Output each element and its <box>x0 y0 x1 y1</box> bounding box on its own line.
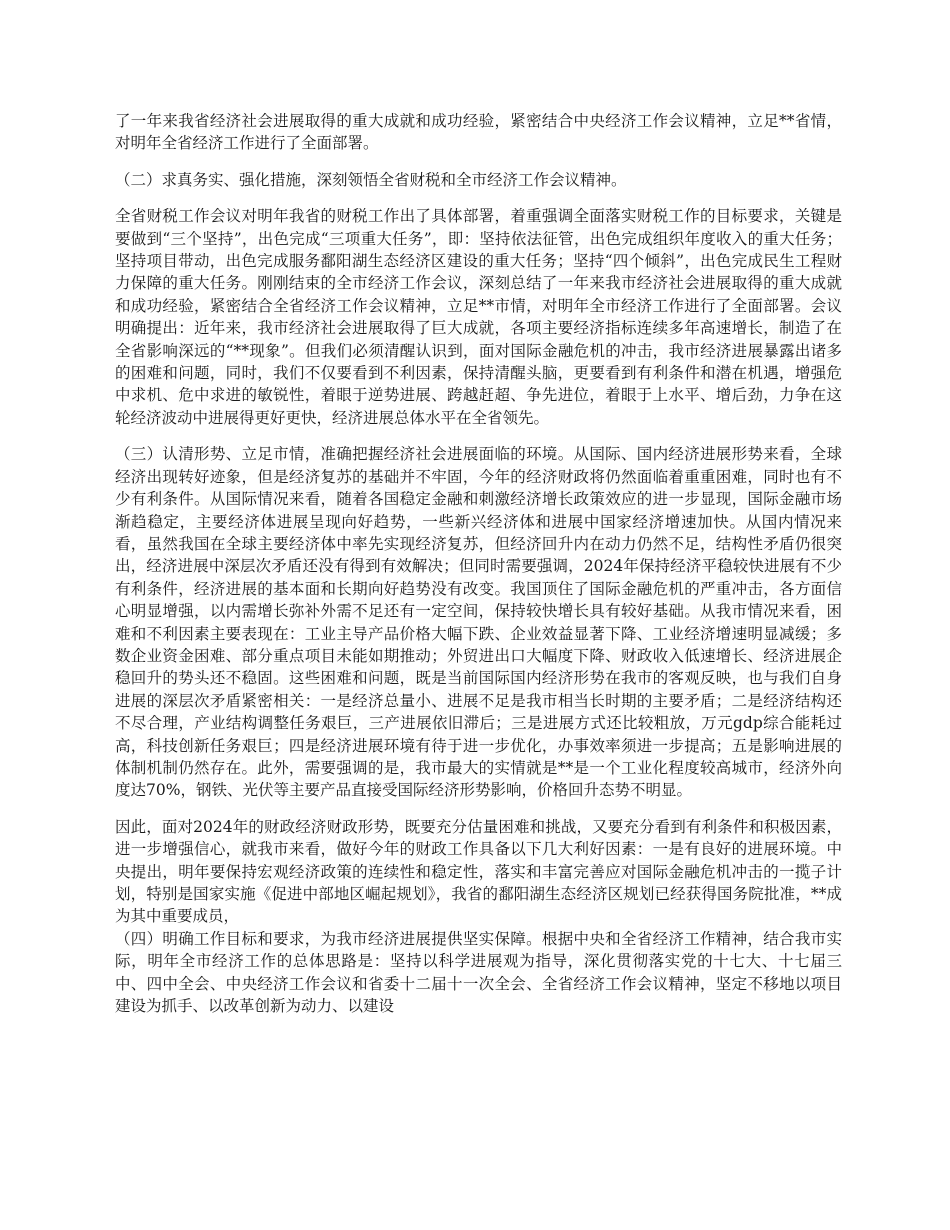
section-heading-2: （二）求真务实、强化措施，深刻领悟全省财税和全市经济工作会议精神。 <box>115 170 627 189</box>
paragraph-section-3: （三）认清形势、立足市情，准确把握经济社会进展面临的环境。从国际、国内经济进展形势来看，全球经济出现转好迹象，但是经济复苏的基础并不牢固，今年的经济财政将仍然面临着重重困难，同时也有不少有利条件。从国际情况来看，随着各国稳定金融和刺激经济增长政策效应的进一步显现，国际金融市场渐趋稳定，主要经济体进展呈现向好趋势，一些新兴经济体和进展中国家经济增速加快。从国内情况来看，虽然我国在全球主要经济体中率先实现经济复苏，但经济回升内在动力仍然不足，结构性矛盾仍很突出，经济进展中深层次矛盾还没有得到有效解决；但同时需要强调，2024年保持经济平稳较快进展有不少有利条件，经济进展的基本面和长期向好趋势没有改变。我国顶住了国际金融危机的严重冲击，各方面信心明显增强，以内需增长弥补外需不足还有一定空间，保持较快增长具有较好基础。从我市情况来看，困难和不利因素主要表现在：工业主导产品价格大幅下跌、企业效益显著下降、工业经济增速明显减缓；多数企业资金困难、部分重点项目未能如期推动；外贸进出口大幅度下降、财政收入低速增长、经济进展企稳回升的势头还不稳固。这些困难和问题，既是当前国际国内经济形势在我市的客观反映，也与我们自身进展的深层次矛盾紧密相关：一是经济总量小、进展不足是我市相当长时期的主要矛盾；二是经济结构还不尽合理，产业结构调整任务艰巨，三产进展依旧滞后；三是进展方式还比较粗放，万元gdp综合能耗过高，科技创新任务艰巨；四是经济进展环境有待于进一步优化，办事效率须进一步提高；五是影响进展的体制机制仍然存在。此外，需要强调的是，我市最大的实情就是**是一个工业化程度较高城市，经济外向度达70%，钢铁、光伏等主要产品直接受国际经济形势影响，价格回升态势不明显。 <box>115 445 842 800</box>
document-body <box>115 110 842 1031</box>
paragraph-favorable-factors: 因此，面对2024年的财政经济财政形势，既要充分估量困难和挑战，又要充分看到有利条件和积极因素，进一步增强信心，就我市来看，做好今年的财政工作具备以下几大利好因素：一是有良好的进展环境。中央提出，明年要保持宏观经济政策的连续性和稳定性，落实和丰富完善应对国际金融危机冲击的一揽子计划，特别是国家实施《促进中部地区崛起规划》，我省的鄱阳湖生态经济区规划已经获得国务院批准，**成为其中重要成员， <box>115 817 842 926</box>
paragraph-intro-continuation: 了一年来我省经济社会进展取得的重大成就和成功经验，紧密结合中央经济工作会议精神，立足**省情，对明年全省经济工作进行了全面部署。 <box>115 112 842 153</box>
paragraph-section-4: （四）明确工作目标和要求，为我市经济进展提供坚实保障。根据中央和全省经济工作精神，结合我市实际，明年全市经济工作的总体思路是：坚持以科学进展观为指导，深化贯彻落实党的十七大、十七届三中、四中全会、中央经济工作会议和省委十二届十一次全会、全省经济工作会议精神，坚定不移地以项目建设为抓手、以改革创新为动力、以建设 <box>115 929 842 1016</box>
paragraph-finance-meeting: 全省财税工作会议对明年我省的财税工作出了具体部署，着重强调全面落实财税工作的目标要求，关键是要做到“三个坚持”，出色完成“三项重大任务”，即：坚持依法征管，出色完成组织年度收入的重大任务；坚持项目带动，出色完成服务鄱阳湖生态经济区建设的重大任务；坚持“四个倾斜”，出色完成民生工程财力保障的重大任务。刚刚结束的全市经济工作会议，深刻总结了一年来我市经济社会进展取得的重大成就和成功经验，紧密结合全省经济工作会议精神，立足**市情，对明年全市经济工作进行了全面部署。会议明确提出：近年来，我市经济社会进展取得了巨大成就，各项主要经济指标连续多年高速增长，制造了在全省影响深远的“**现象”。但我们必须清醒认识到，面对国际金融危机的冲击，我市经济进展暴露出诸多的困难和问题，同时，我们不仅要看到不利因素，保持清醒头脑，更要看到有利条件和潜在机遇，增强危中求机、危中求进的敏锐性，着眼于逆势进展、跨越赶超、争先进位，着眼于上水平、增后劲，力争在这轮经济波动中进展得更好更快，经济进展总体水平在全省领先。 <box>115 207 842 427</box>
